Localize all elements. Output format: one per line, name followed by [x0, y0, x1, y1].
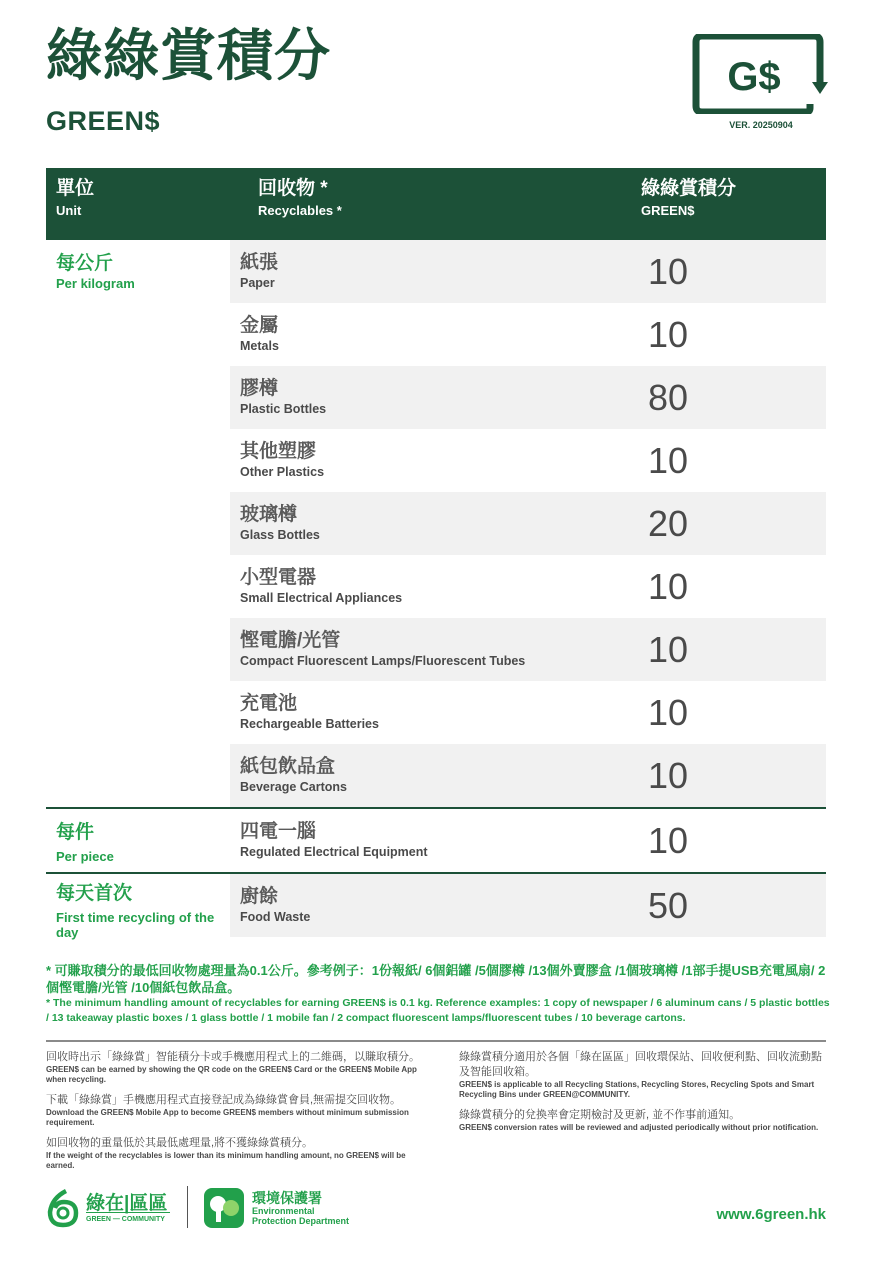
table-row: 金屬 Metals 10	[240, 314, 689, 355]
header-greens: 綠綠賞積分 GREEN$	[641, 178, 737, 218]
points-value: 20	[648, 503, 689, 544]
points-value: 10	[648, 692, 689, 733]
points-value: 50	[648, 885, 689, 926]
epd-zh: 環境保護署	[252, 1190, 322, 1206]
table-row: 紙包飲品盒 Beverage Cartons 10	[46, 744, 826, 807]
website-link[interactable]: www.6green.hk	[716, 1206, 826, 1223]
unit-per-piece: 每件 Per piece	[56, 822, 114, 864]
points-value: 80	[648, 377, 689, 418]
page-subtitle: GREEN$	[46, 106, 161, 136]
points-value: 10	[648, 314, 689, 355]
points-value: 10	[648, 251, 689, 292]
epd-en: Environmental Protection Department	[252, 1206, 350, 1226]
table-row: 玻璃樽 Glass Bottles 20	[46, 492, 826, 555]
footer-logos	[46, 1186, 376, 1230]
table-row: 每公斤 Per kilogram 紙張 Paper 10	[46, 240, 826, 303]
points-value: 10	[648, 440, 689, 481]
green-community-logo-icon	[46, 1188, 80, 1228]
page-title: 綠綠賞積分	[46, 24, 331, 87]
gc-logo-zh: 綠在|區區	[86, 1193, 168, 1214]
table-row: 膠樽 Plastic Bottles 80	[46, 366, 826, 429]
table-header	[46, 168, 826, 240]
footnote-en: * The minimum handling amount of recyclables for earning GREEN$ is 0.1 kg. Reference examples: 1 copy of newspaper / 6 aluminum cans / 5 plastic bottles / 13 takeaway plastic boxes / 1 glass bottle / 1 mobile fan / 2 compact fluorescent lamps/fluorescent tubes / 10 beverage cartons.	[46, 997, 830, 1024]
greens-logo-icon	[692, 34, 828, 114]
info-left: 回收時出示「綠綠賞」智能積分卡或手機應用程式上的二維碼，以賺取積分。 GREEN$ can be earned by showing the QR code on the GREEN$ Card or the GREEN$ Mobile App when recycling. 下載「綠綠賞」手機應用程式直接登記成為綠綠賞會員,無需提交回收物。 Download the GREEN$ Mobile App to become GREEN$ members without minimum submission requirement. 如回收物的重量低於其最低處理量,將不獲綠綠賞積分。 If the weight of the recyclables is lower than its minimum handling amount, no GREEN$ will be earned.	[46, 1051, 420, 1170]
svg-text:G$: G$	[727, 55, 781, 99]
table-row: 小型電器 Small Electrical Appliances 10	[240, 566, 689, 607]
header-recyclables: 回收物 * Recyclables *	[258, 178, 342, 218]
table-row: 充電池 Rechargeable Batteries 10	[240, 692, 689, 733]
points-value: 10	[648, 755, 689, 796]
unit-per-kilogram: 每公斤 Per kilogram	[56, 253, 135, 291]
logo-separator	[187, 1186, 188, 1228]
unit-first-time-of-day: 每天首次 First time recycling of the day	[56, 883, 215, 940]
section-divider	[46, 1040, 826, 1042]
points-value: 10	[648, 566, 689, 607]
points-value: 10	[648, 629, 689, 670]
info-right: 綠綠賞積分適用於各個「綠在區區」回收環保站、回收便利點、回收流動點及智能回收箱。 GREEN$ is applicable to all Recycling Stations, Recycling Stores, Recycling Spots and Smart Recycling Bins under GREEN@COMMUNITY. 綠綠賞積分的兌換率會定期檢討及更新, 並不作事前通知。 GREEN$ conversion rates will be reviewed and adjusted periodically without prior notification.	[459, 1051, 822, 1132]
footnote-zh: * 可賺取積分的最低回收物處理量為0.1公斤。參考例子：1份報紙/ 6個鋁罐 /5個膠樽 /13個外賣膠盒 /1個玻璃樽 /1部手提USB充電風扇/ 2個慳電膽/光管 /10個紙包飲品盒。	[46, 963, 826, 995]
points-value: 10	[648, 820, 689, 861]
version-label: VER. 20250904	[729, 120, 793, 130]
table-row: 慳電膽/光管 Compact Fluorescent Lamps/Fluorescent Tubes 10	[46, 618, 826, 681]
epd-logo-icon	[204, 1188, 244, 1228]
table-row: 每天首次 First time recycling of the day 廚餘 Food Waste 50	[46, 874, 826, 937]
table-row: 每件 Per piece 四電一腦 Regulated Electrical Equipment 10	[46, 809, 826, 872]
gc-logo-en: GREEN — COMMUNITY	[86, 1216, 165, 1223]
header-unit: 單位 Unit	[56, 178, 95, 218]
table-row: 其他塑膠 Other Plastics 10	[240, 440, 689, 481]
rates-table	[46, 240, 826, 940]
